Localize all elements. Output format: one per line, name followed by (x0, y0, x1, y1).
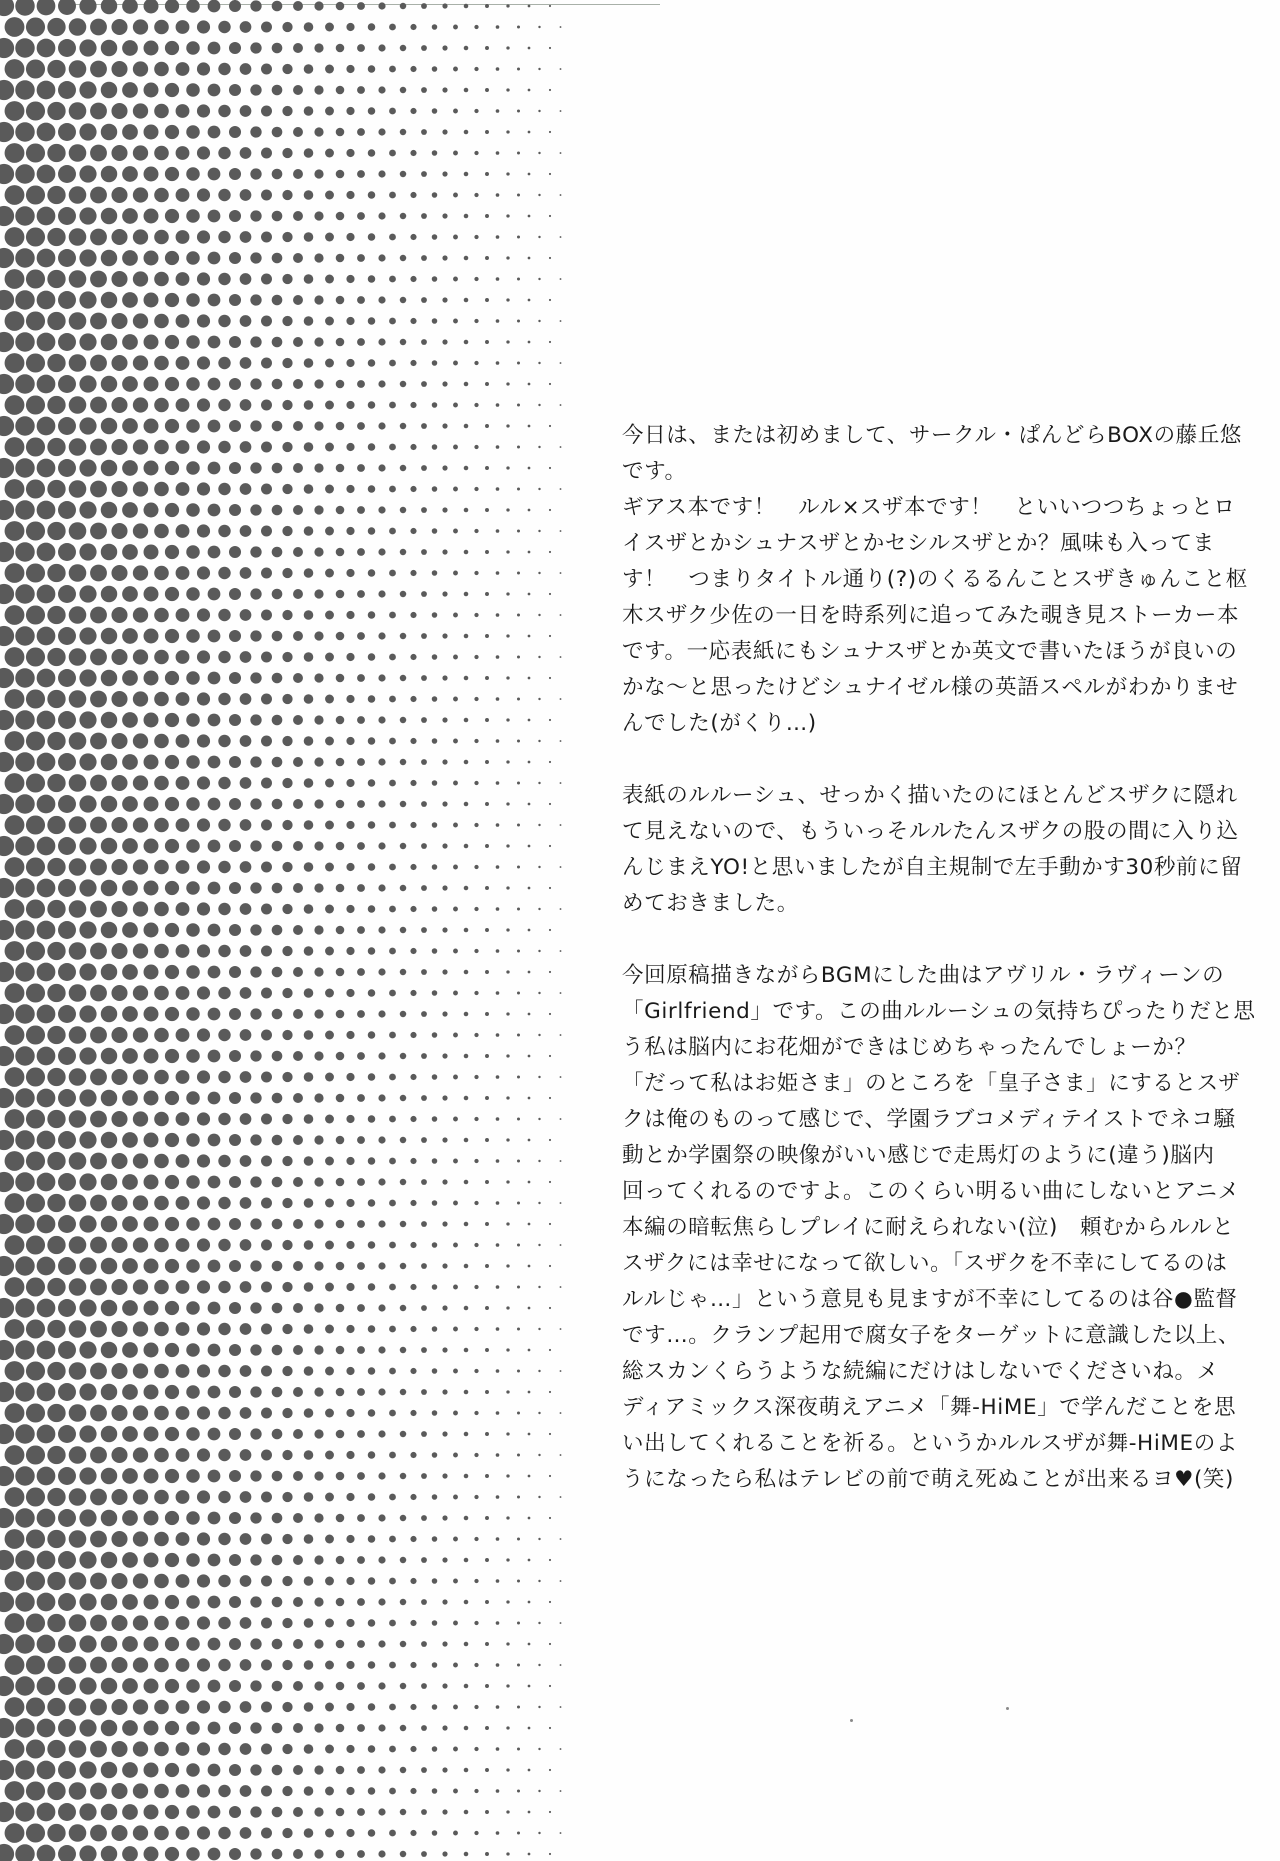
text-line: 表紙のルルーシュ、せっかく描いたのにほとんどスザクに隠れ (622, 783, 1238, 808)
text-line: 木スザク少佐の一日を時系列に追ってみた覗き見ストーカー本 (622, 603, 1240, 628)
text-line: 「Girlfriend」です。この曲ルルーシュの気持ちぴったりだと思 (622, 999, 1256, 1024)
text-line: です…。クランプ起用で腐女子をターゲットに意識した以上、 (622, 1323, 1240, 1348)
text-line: す！ つまりタイトル通り(?)のくるるんことスザきゅんこと枢 (622, 567, 1248, 592)
text-line: 回ってくれるのですよ。このくらい明るい曲にしないとアニメ (622, 1179, 1240, 1204)
text-line: クは俺のものって感じで、学園ラブコメディテイストでネコ騒 (622, 1107, 1236, 1132)
text-line: ディアミックス深夜萌えアニメ「舞-HiME」で学んだことを思 (622, 1395, 1237, 1420)
text-line: 今回原稿描きながらBGMにした曲はアヴリル・ラヴィーンの (622, 963, 1225, 988)
text-line: めておきました。 (622, 891, 799, 916)
afterword-text (622, 418, 1272, 1498)
text-line: かな～と思ったけどシュナイゼル様の英語スペルがわかりませ (622, 675, 1239, 700)
paragraph-spacer (622, 922, 1272, 958)
paragraph-2 (622, 778, 1272, 922)
text-line: い出してくれることを祈る。というかルルスザが舞-HiMEのよ (622, 1431, 1238, 1456)
text-line: 本編の暗転焦らしプレイに耐えられない(泣) 頼むからルルと (622, 1215, 1235, 1240)
text-line: です。一応表紙にもシュナスザとか英文で書いたほうが良いの (622, 639, 1238, 664)
paragraph-spacer (622, 742, 1272, 778)
text-line: スザクには幸せになって欲しい。「スザクを不幸にしてるのは (622, 1251, 1228, 1276)
text-line: うになったら私はテレビの前で萌え死ぬことが出来るヨ♥(笑) (622, 1467, 1235, 1492)
text-line: です。 (622, 459, 687, 484)
text-line: う私は脳内にお花畑ができはじめちゃったんでしょーか？ (622, 1035, 1197, 1060)
text-line: て見えないので、もういっそルルたんスザクの股の間に入り込 (622, 819, 1239, 844)
text-line: んじまえYO!と思いましたが自主規制で左手動かす30秒前に留 (622, 855, 1243, 880)
paper-speck (850, 1719, 853, 1722)
text-line: イスザとかシュナスザとかセシルスザとか？風味も入ってま (622, 531, 1215, 556)
text-line: 総スカンくらうような続編にだけはしないでくださいね。メ (622, 1359, 1219, 1384)
paragraph-1 (622, 418, 1272, 742)
text-line: 今日は、または初めまして、サークル・ぱんどらBOXの藤丘悠 (622, 423, 1242, 448)
text-line: ギアス本です！ ルル×スザ本です！ といいつつちょっとロ (622, 495, 1236, 520)
text-line: 「だって私はお姫さま」のところを「皇子さま」にするとスザ (622, 1071, 1241, 1096)
text-line: ルルじゃ…」という意見も見ますが不幸にしてるのは谷●監督 (622, 1287, 1238, 1312)
paper-speck (1006, 1707, 1009, 1710)
paragraph-3 (622, 958, 1272, 1498)
text-line: んでした(がくり…) (622, 711, 817, 736)
text-line: 動とか学園祭の映像がいい感じで走馬灯のように(違う)脳内 (622, 1143, 1215, 1168)
